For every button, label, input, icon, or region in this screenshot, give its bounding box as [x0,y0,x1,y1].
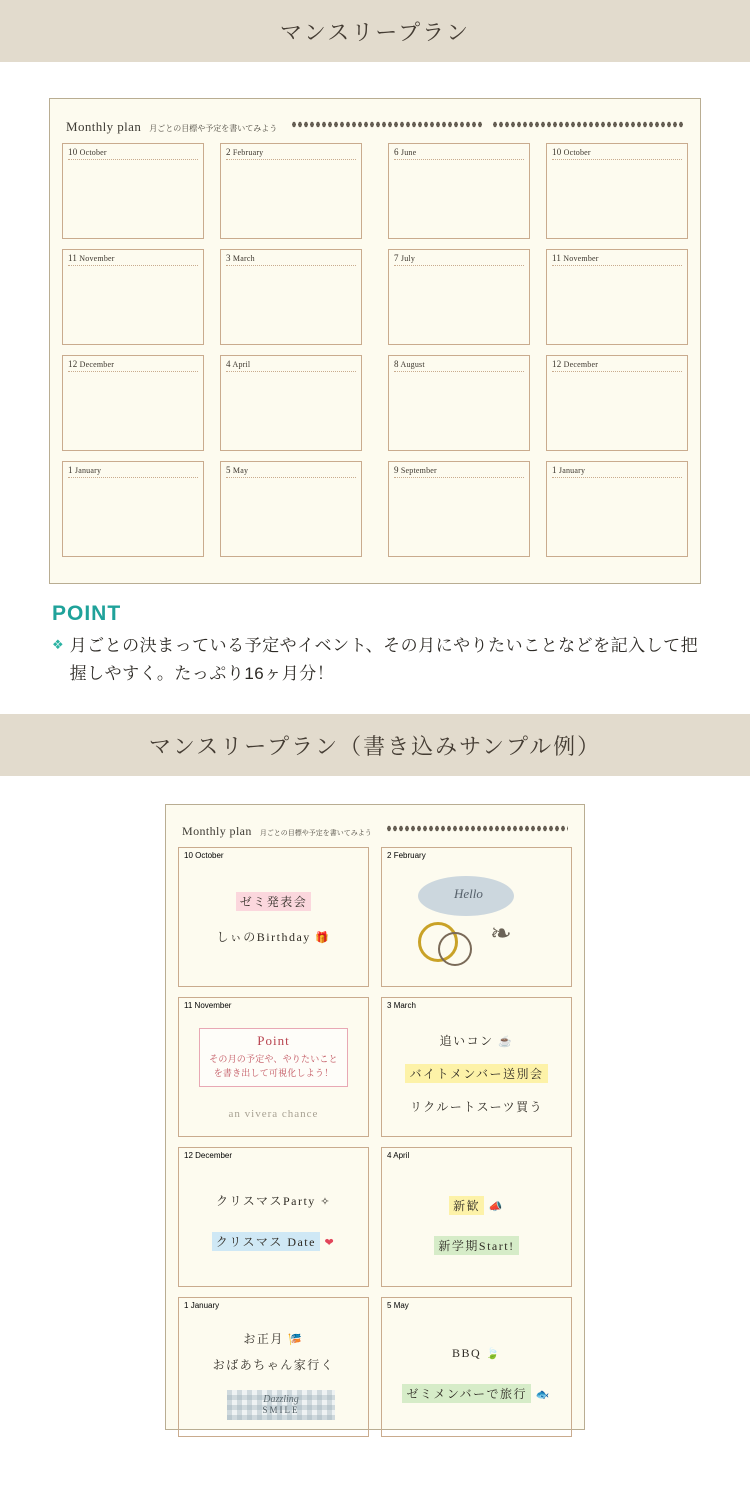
handwritten-note: ゼミメンバーで旅行 🐟 [382,1384,571,1403]
sample-month-cell-march[interactable] [381,997,572,1137]
sample-header [178,817,572,839]
month-label: 12 December [68,359,115,369]
planner-spread [62,143,688,557]
cell-rule [552,371,682,372]
kite-icon: 🎏 [288,1334,304,1346]
month-cell[interactable] [546,461,688,557]
handwritten-note: おばあちゃん家行く [212,1358,335,1372]
cell-rule [68,477,198,478]
month-cell[interactable] [388,249,530,345]
point-title: POINT [52,602,122,625]
month-label: 4 April [226,359,251,369]
month-cell[interactable] [388,461,530,557]
cell-rule [552,265,682,266]
month-cell[interactable] [220,355,362,451]
month-label: 12 December [552,359,599,369]
month-cell[interactable] [388,355,530,451]
planner-right-page [388,143,688,557]
month-label: 3 March [387,1001,416,1010]
point-callout [199,1028,348,1087]
handwritten-note: BBQ 🍃 [452,1346,501,1360]
handwritten-note: クリスマスParty ✧ [215,1194,332,1208]
sample-month-cell-november[interactable] [178,997,369,1137]
sample-month-cell-february[interactable] [381,847,572,987]
month-label: 1 January [184,1301,220,1310]
decor-ring-brown [438,932,472,966]
section-header-monthly-plan [0,0,750,62]
cell-rule [68,265,198,266]
section-header-sample [0,714,750,776]
cell-rule [552,477,682,478]
sticker-line-2: SMILE [262,1405,300,1415]
sample-sheet-container [0,776,750,1430]
handwritten-note: お正月 🎏 [243,1332,304,1346]
gift-icon: 🎁 [315,932,331,944]
handwritten-note: 新歓 📣 [382,1196,571,1215]
cell-rule [552,159,682,160]
sticker-line-1: Dazzling [263,1394,299,1405]
hello-sticker-text: Hello [454,886,483,901]
month-cell[interactable] [546,249,688,345]
month-label: 1 January [552,465,586,475]
sample-heading: Monthly plan [182,824,252,838]
month-label: 10 October [68,147,107,157]
month-cell[interactable] [62,355,204,451]
month-label: 6 June [394,147,417,157]
month-cell[interactable] [546,143,688,239]
month-label: 4 April [387,1151,410,1160]
month-cell[interactable] [546,355,688,451]
washi-sticker [227,1390,335,1420]
planner-header [62,113,688,135]
dotted-rule [386,824,568,833]
cell-rule [394,265,524,266]
dotted-rule-left [291,120,483,129]
month-cell[interactable] [62,461,204,557]
cell-rule [394,159,524,160]
cell-rule [394,371,524,372]
month-label: 11 November [184,1001,232,1010]
bullet-icon: ❖ [52,637,64,652]
month-label: 10 October [184,851,224,860]
month-label: 1 January [68,465,102,475]
section-title: マンスリープラン [279,19,471,45]
sample-subheading: 月ごとの目標や予定を書いてみよう [259,830,372,837]
ghost-text: an vivera chance [228,1108,319,1120]
handwritten-note: バイトメンバー送別会 [382,1064,571,1083]
handwritten-note: 新学期Start! [382,1236,571,1255]
month-cell[interactable] [220,143,362,239]
sample-month-cell-may[interactable] [381,1297,572,1437]
sample-month-cell-december[interactable] [178,1147,369,1287]
planner-sheet-container [0,62,750,584]
cell-rule [68,371,198,372]
month-cell[interactable] [62,143,204,239]
month-label: 11 November [68,253,115,263]
month-label: 8 August [394,359,425,369]
month-label: 3 March [226,253,255,263]
spacer [0,688,750,714]
point-row [52,632,712,688]
month-cell[interactable] [62,249,204,345]
heart-icon: ❤ [324,1237,336,1249]
handwritten-note: しぃのBirthday 🎁 [216,930,331,944]
cell-rule [394,477,524,478]
planner-heading: Monthly plan [66,119,142,134]
cell-rule [226,371,356,372]
bouquet-icon: ❧ [490,918,512,948]
month-label: 5 May [226,465,249,475]
month-label: 9 September [394,465,437,475]
sample-sheet [165,804,585,1430]
month-label: 12 December [184,1151,233,1160]
fish-icon: 🐟 [535,1389,551,1401]
sample-month-cell-october[interactable] [178,847,369,987]
handwritten-note: リクルートスーツ買う [409,1100,544,1114]
handwritten-note: 追いコン ☕ [439,1034,514,1048]
planner-subheading: 月ごとの目標や予定を書いてみよう [149,124,278,133]
month-grid-right [388,143,688,557]
planner-left-page [62,143,362,557]
dotted-rule-right [492,120,684,129]
sample-month-cell-april[interactable] [381,1147,572,1287]
point-callout-text: その月の予定や、やりたいことを書き出して可視化しよう！ [209,1054,338,1078]
section-title: マンスリープラン（書き込みサンプル例） [148,733,602,759]
point-description: 月ごとの決まっている予定やイベント、その月にやりたいことなどを記入して把握しやすく。たっぷり16ヶ月分！ [69,636,699,683]
month-cell[interactable] [220,461,362,557]
month-label: 2 February [226,147,264,157]
month-cell[interactable] [220,249,362,345]
sample-month-grid [178,847,572,1437]
point-callout-title: Point [257,1033,290,1048]
leaf-icon: 🍃 [485,1348,501,1360]
megaphone-icon: 📣 [488,1201,504,1213]
cell-rule [226,265,356,266]
point-block [0,584,750,688]
sample-month-cell-january[interactable] [178,1297,369,1437]
month-label: 2 February [387,851,426,860]
cell-rule [68,159,198,160]
month-label: 5 May [387,1301,409,1310]
month-label: 10 October [552,147,591,157]
coffee-icon: ☕ [498,1036,514,1048]
handwritten-note: ゼミ発表会 [179,892,368,911]
planner-sheet [49,98,701,584]
month-cell[interactable] [388,143,530,239]
month-grid-left [62,143,362,557]
handwritten-note: クリスマス Date ❤ [179,1232,368,1251]
cell-rule [226,159,356,160]
month-label: 11 November [552,253,599,263]
sparkle-icon: ✧ [320,1196,332,1208]
cell-rule [226,477,356,478]
month-label: 7 July [394,253,416,263]
